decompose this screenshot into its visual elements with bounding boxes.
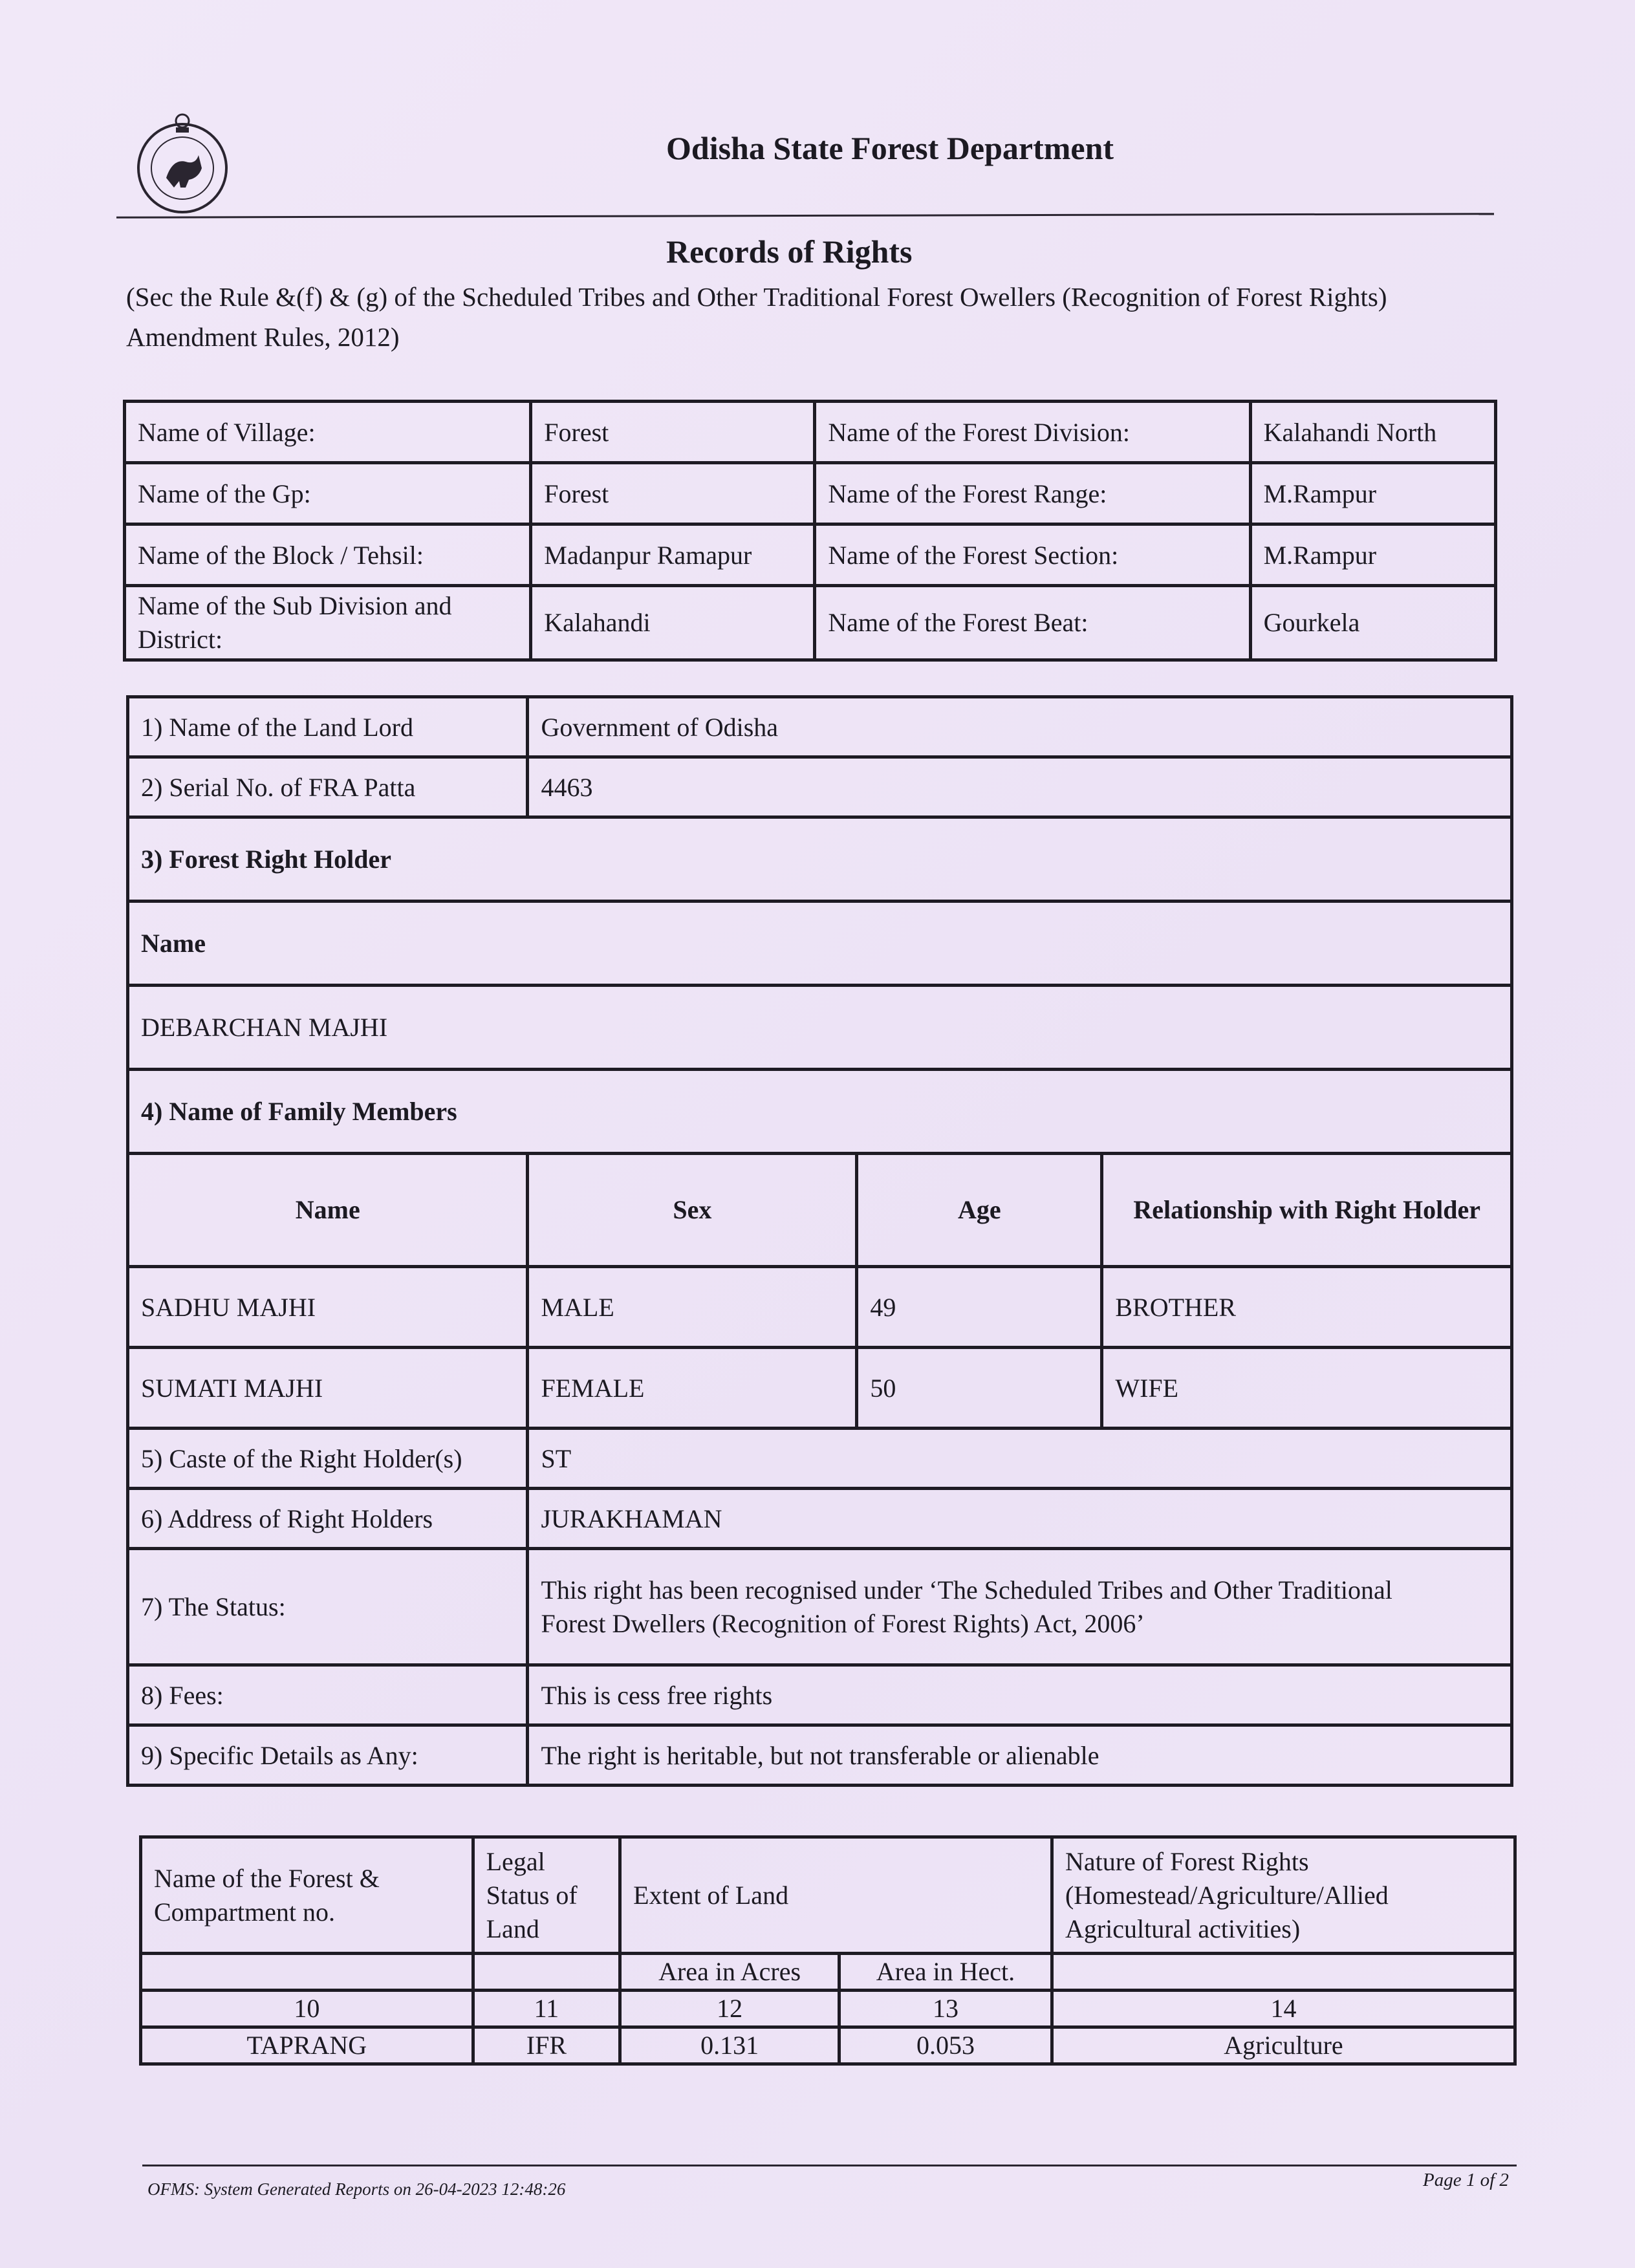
beat-label: Name of the Forest Beat: (815, 586, 1250, 660)
subdivision-value: Kalahandi (531, 586, 815, 660)
rule-reference: (Sec the Rule &(f) & (g) of the Scheduled Tribes and Other Traditional Forest Owellers (Recognition of Forest Rights) Amendment Rules, 2012) (126, 282, 1387, 352)
beat-value: Gourkela (1250, 586, 1495, 660)
block-value: Madanpur Ramapur (531, 524, 815, 586)
landlord-label: 1) Name of the Land Lord (128, 697, 528, 757)
footer-page-number: Page 1 of 2 (1423, 2170, 1509, 2190)
details-value: The right is heritable, but not transferable or alienable (528, 1725, 1512, 1786)
empty-cell (141, 1954, 473, 1991)
details-label: 9) Specific Details as Any: (128, 1725, 528, 1786)
division-label: Name of the Forest Division: (815, 402, 1250, 463)
rights-table (126, 695, 1513, 1787)
family-col-relationship: Relationship with Right Holder (1102, 1154, 1512, 1267)
member-name: SADHU MAJHI (128, 1267, 528, 1348)
land-nature: Agriculture (1052, 2027, 1515, 2064)
member-sex: MALE (528, 1267, 857, 1348)
land-row (141, 2027, 1515, 2064)
family-heading: 4) Name of Family Members (128, 1070, 1512, 1154)
document-title: Records of Rights (666, 233, 913, 270)
caste-value: ST (528, 1429, 1512, 1489)
status-label: 7) The Status: (128, 1549, 528, 1665)
range-value: M.Rampur (1250, 463, 1495, 524)
footer-generated: OFMS: System Generated Reports on 26-04-2023 12:48:26 (147, 2179, 566, 2199)
family-col-sex: Sex (528, 1154, 857, 1267)
odisha-emblem-icon (131, 107, 234, 217)
family-member-row (128, 1348, 1512, 1429)
fees-label: 8) Fees: (128, 1665, 528, 1725)
landlord-value: Government of Odisha (528, 697, 1512, 757)
status-line-1: This right has been recognised under ‘The Scheduled Tribes and Other Traditional (541, 1575, 1392, 1604)
land-acres: 0.131 (620, 2027, 839, 2064)
col-area-acres: Area in Acres (620, 1954, 839, 1991)
fees-value: This is cess free rights (528, 1665, 1512, 1725)
status-value (528, 1549, 1512, 1665)
member-relationship: WIFE (1102, 1348, 1512, 1429)
member-age: 49 (857, 1267, 1102, 1348)
gp-label: Name of the Gp: (125, 463, 531, 524)
family-member-row (128, 1267, 1512, 1348)
department-title: Odisha State Forest Department (666, 130, 1114, 166)
village-label: Name of Village: (125, 402, 531, 463)
land-table (139, 1835, 1517, 2066)
col-number: 10 (141, 1991, 473, 2027)
status-line-2: Forest Dwellers (Recognition of Forest Rights) Act, 2006’ (541, 1608, 1145, 1638)
header-divider (116, 213, 1494, 219)
col-nature-of-rights: Nature of Forest Rights (Homestead/Agriculture/Allied Agricultural activities) (1052, 1837, 1515, 1954)
village-value: Forest (531, 402, 815, 463)
division-value: Kalahandi North (1250, 402, 1495, 463)
name-heading: Name (128, 902, 1512, 986)
range-label: Name of the Forest Range: (815, 463, 1250, 524)
member-sex: FEMALE (528, 1348, 857, 1429)
col-forest-compartment: Name of the Forest & Compartment no. (141, 1837, 473, 1954)
col-number: 14 (1052, 1991, 1515, 2027)
col-number: 12 (620, 1991, 839, 2027)
col-number: 13 (839, 1991, 1052, 2027)
empty-cell (1052, 1954, 1515, 1991)
col-area-hect: Area in Hect. (839, 1954, 1052, 1991)
block-label: Name of the Block / Tehsil: (125, 524, 531, 586)
section-label: Name of the Forest Section: (815, 524, 1250, 586)
empty-cell (473, 1954, 620, 1991)
holder-heading: 3) Forest Right Holder (128, 817, 1512, 902)
address-label: 6) Address of Right Holders (128, 1489, 528, 1549)
footer-divider (142, 2165, 1517, 2166)
col-legal-status: Legal Status of Land (473, 1837, 620, 1954)
land-forest: TAPRANG (141, 2027, 473, 2064)
col-extent-of-land: Extent of Land (620, 1837, 1052, 1954)
family-col-name: Name (128, 1154, 528, 1267)
caste-label: 5) Caste of the Right Holder(s) (128, 1429, 528, 1489)
holder-name: DEBARCHAN MAJHI (128, 986, 1512, 1070)
gp-value: Forest (531, 463, 815, 524)
member-relationship: BROTHER (1102, 1267, 1512, 1348)
address-value: JURAKHAMAN (528, 1489, 1512, 1549)
col-number: 11 (473, 1991, 620, 2027)
land-hect: 0.053 (839, 2027, 1052, 2064)
member-name: SUMATI MAJHI (128, 1348, 528, 1429)
serial-value: 4463 (528, 757, 1512, 817)
member-age: 50 (857, 1348, 1102, 1429)
family-col-age: Age (857, 1154, 1102, 1267)
land-legal: IFR (473, 2027, 620, 2064)
section-value: M.Rampur (1250, 524, 1495, 586)
location-table (123, 400, 1497, 662)
subdivision-label: Name of the Sub Division and District: (125, 586, 531, 660)
serial-label: 2) Serial No. of FRA Patta (128, 757, 528, 817)
